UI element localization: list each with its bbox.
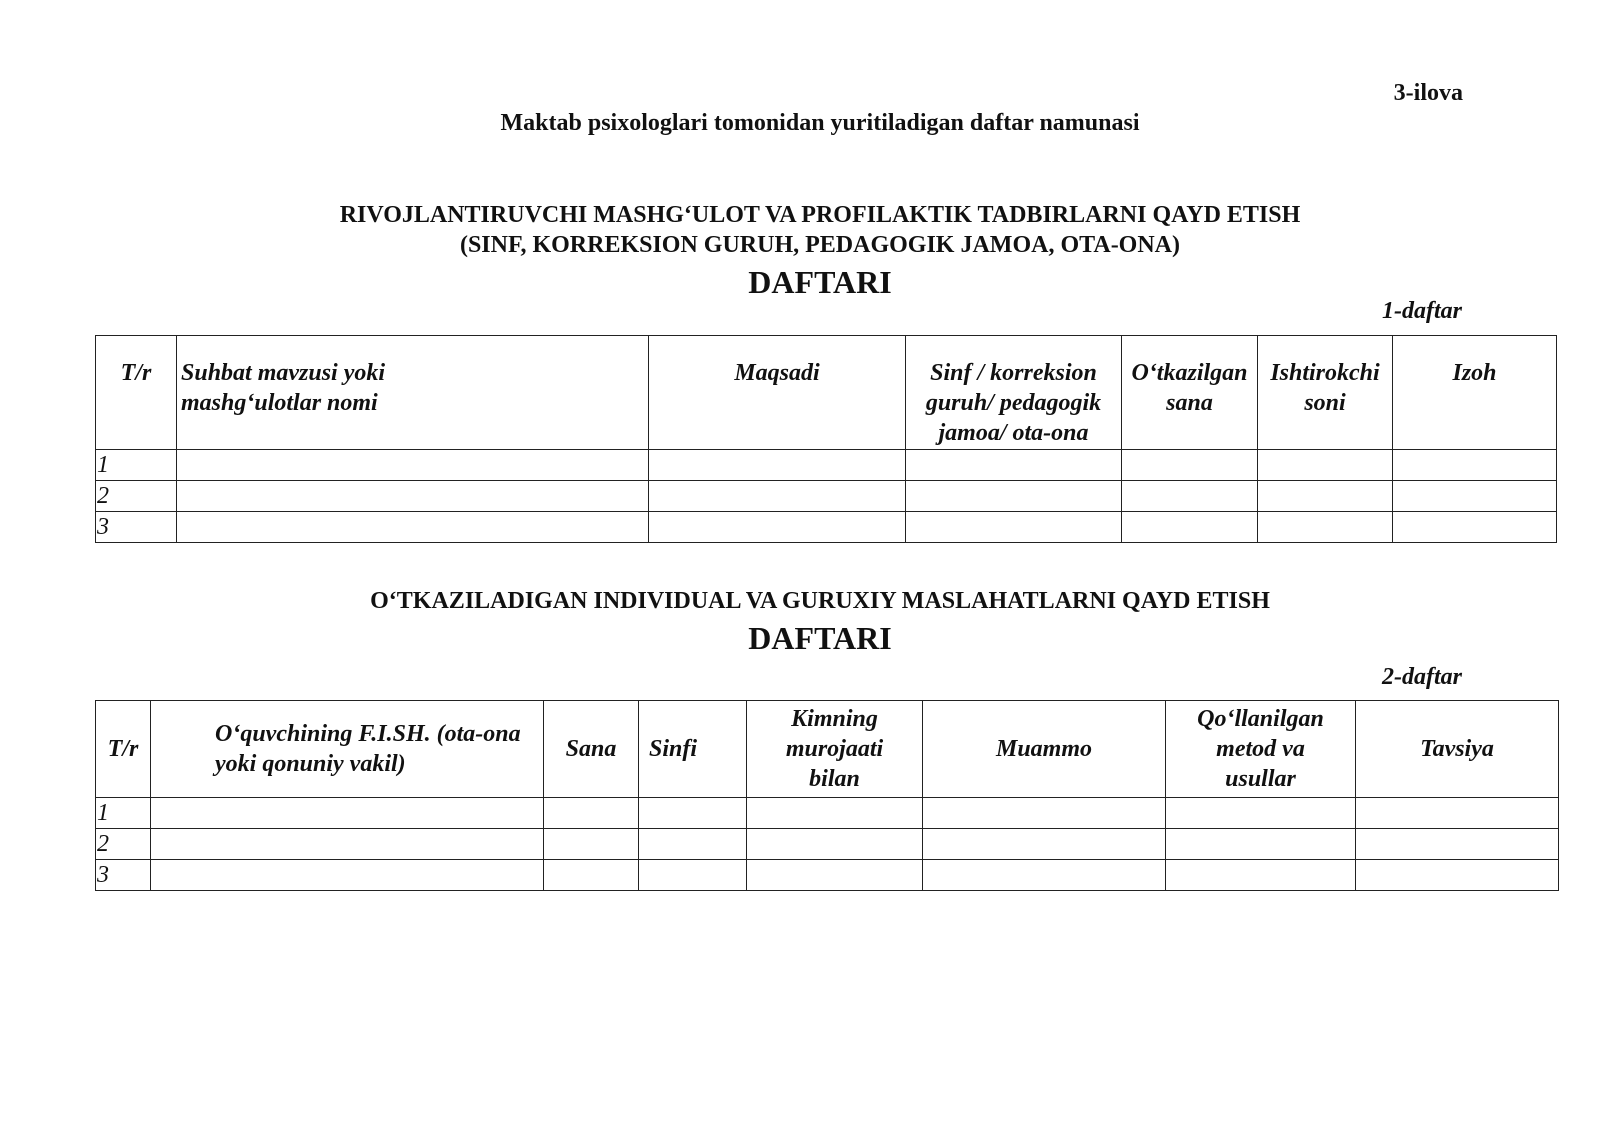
table-cell[interactable] <box>1166 829 1356 860</box>
column-header-note: Izoh <box>1393 336 1557 450</box>
table-cell[interactable] <box>1258 481 1393 512</box>
table-row <box>96 798 1559 829</box>
table-header-row <box>96 336 1557 450</box>
table-row <box>96 481 1557 512</box>
table-row <box>96 512 1557 543</box>
table-cell[interactable] <box>1393 481 1557 512</box>
table-cell[interactable] <box>923 829 1166 860</box>
column-header-number: T/r <box>96 336 177 450</box>
table-cell[interactable] <box>1122 512 1258 543</box>
table-cell[interactable] <box>747 798 923 829</box>
column-header-date: Sana <box>544 701 639 798</box>
table-row <box>96 450 1557 481</box>
table-cell[interactable] <box>639 798 747 829</box>
table-cell[interactable] <box>1122 450 1258 481</box>
table-cell[interactable] <box>1393 512 1557 543</box>
register-table-2 <box>95 700 1559 891</box>
section1-heading-line1: RIVOJLANTIRUVCHI MASHG‘ULOT VA PROFILAKTIK TADBIRLARNI QAYD ETISH <box>339 202 1301 228</box>
column-header-class: Sinfi <box>639 701 747 798</box>
row-number: 3 <box>96 512 177 543</box>
table-cell[interactable] <box>747 829 923 860</box>
table-cell[interactable] <box>1356 798 1559 829</box>
section2-daftar-label: 2-daftar <box>1382 664 1462 690</box>
table-cell[interactable] <box>649 481 906 512</box>
table-cell[interactable] <box>906 481 1122 512</box>
table-cell[interactable] <box>906 450 1122 481</box>
table-cell[interactable] <box>747 860 923 891</box>
section1-daftar-label: 1-daftar <box>1382 298 1462 324</box>
table-header-row <box>96 701 1559 798</box>
column-header-requested-by: Kimning murojaati bilan <box>747 701 923 798</box>
table-cell[interactable] <box>923 798 1166 829</box>
table-cell[interactable] <box>1122 481 1258 512</box>
table-cell[interactable] <box>1258 512 1393 543</box>
table-cell[interactable] <box>639 829 747 860</box>
table-cell[interactable] <box>1393 450 1557 481</box>
table-cell[interactable] <box>1258 450 1393 481</box>
table-cell[interactable] <box>151 798 544 829</box>
register-table-1 <box>95 335 1557 543</box>
column-header-student-name: O‘quvchining F.I.SH. (ota-ona yoki qonuniy vakil) <box>151 701 544 798</box>
document-title: Maktab psixologlari tomonidan yuritiladigan daftar namunasi <box>500 110 1140 136</box>
section1-big-title: DAFTARI <box>748 264 892 300</box>
table-cell[interactable] <box>906 512 1122 543</box>
table-cell[interactable] <box>1356 860 1559 891</box>
column-header-recommendation: Tavsiya <box>1356 701 1559 798</box>
section2-heading-line1: O‘TKAZILADIGAN INDIVIDUAL VA GURUXIY MASLAHATLARNI QAYD ETISH <box>370 588 1270 614</box>
column-header-group: Sinf / korreksion guruh/ pedagogik jamoa/ ota-ona <box>906 336 1122 450</box>
table-cell[interactable] <box>177 450 649 481</box>
table-row <box>96 860 1559 891</box>
appendix-label: 3-ilova <box>1393 80 1463 106</box>
row-number: 3 <box>96 860 151 891</box>
column-header-problem: Muammo <box>923 701 1166 798</box>
table-cell[interactable] <box>923 860 1166 891</box>
column-header-topic: Suhbat mavzusi yoki mashg‘ulotlar nomi <box>177 336 649 450</box>
table-cell[interactable] <box>151 860 544 891</box>
table-cell[interactable] <box>649 450 906 481</box>
row-number: 2 <box>96 829 151 860</box>
row-number: 2 <box>96 481 177 512</box>
table-cell[interactable] <box>544 829 639 860</box>
table-cell[interactable] <box>1166 860 1356 891</box>
table-cell[interactable] <box>151 829 544 860</box>
section1-heading-line2: (SINF, KORREKSION GURUH, PEDAGOGIK JAMOA, OTA-ONA) <box>459 232 1181 258</box>
column-header-number: T/r <box>96 701 151 798</box>
section2-big-title: DAFTARI <box>748 620 892 656</box>
column-header-participants: Ishtirokchi soni <box>1258 336 1393 450</box>
table-cell[interactable] <box>639 860 747 891</box>
column-header-date: O‘tkazilgan sana <box>1122 336 1258 450</box>
row-number: 1 <box>96 798 151 829</box>
table-cell[interactable] <box>1356 829 1559 860</box>
table-cell[interactable] <box>544 798 639 829</box>
table-cell[interactable] <box>544 860 639 891</box>
row-number: 1 <box>96 450 177 481</box>
column-header-methods: Qo‘llanilgan metod va usullar <box>1166 701 1356 798</box>
table-row <box>96 829 1559 860</box>
column-header-goal: Maqsadi <box>649 336 906 450</box>
table-cell[interactable] <box>1166 798 1356 829</box>
table-cell[interactable] <box>177 481 649 512</box>
table-cell[interactable] <box>649 512 906 543</box>
table-cell[interactable] <box>177 512 649 543</box>
